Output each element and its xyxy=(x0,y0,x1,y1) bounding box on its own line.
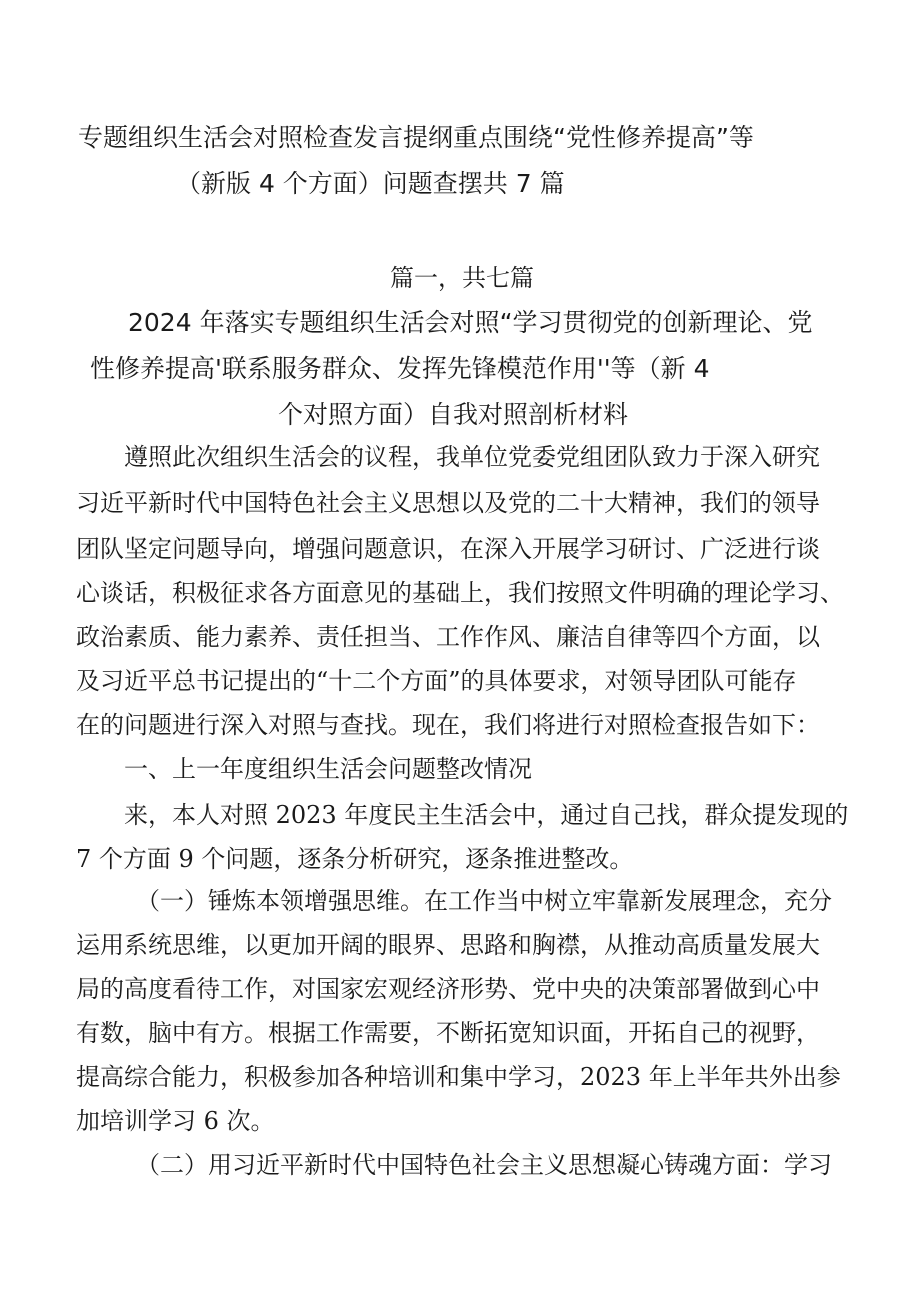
para3-line-1: （一）锤炼本领增强思维。在工作当中树立牢靠新发展理念，充分 xyxy=(136,887,832,915)
para1-line-6: 及习近平总书记提出的“十二个方面”的具体要求，对领导团队可能存 xyxy=(76,667,797,695)
para1-line-1: 遵照此次组织生活会的议程，我单位党委党组团队致力于深入研究 xyxy=(124,443,820,471)
para3-line-2: 运用系统思维，以更加开阔的眼界、思路和胸襟，从推动高质量发展大 xyxy=(76,931,820,959)
main-title-line-2: （新版 4 个方面）问题查摆共 7 篇 xyxy=(176,169,565,198)
para1-line-5: 政治素质、能力素养、责任担当、工作作风、廉洁自律等四个方面，以 xyxy=(76,623,820,651)
subtitle-line-1: 2024 年落实专题组织生活会对照“学习贯彻党的创新理论、党 xyxy=(128,308,813,337)
part-label: 篇一，共七篇 xyxy=(390,264,534,292)
subtitle-line-2: 性修养提高'联系服务群众、发挥先锋模范作用''等（新 4 xyxy=(90,354,710,383)
para3-line-6: 加培训学习 6 次。 xyxy=(76,1107,275,1135)
para1-line-4: 心谈话，积极征求各方面意见的基础上，我们按照文件明确的理论学习、 xyxy=(76,579,844,607)
para1-line-3: 团队坚定问题导向，增强问题意识，在深入开展学习研讨、广泛进行谈 xyxy=(76,535,820,563)
para1-line-2: 习近平新时代中国特色社会主义思想以及党的二十大精神，我们的领导 xyxy=(76,489,820,517)
para3-line-5: 提高综合能力，积极参加各种培训和集中学习，2023 年上半年共外出参 xyxy=(76,1063,841,1091)
subtitle-line-3: 个对照方面）自我对照剖析材料 xyxy=(278,400,629,429)
para2-line-2: 7 个方面 9 个问题，逐条分析研究，逐条推进整改。 xyxy=(76,845,634,873)
para2-line-1: 来，本人对照 2023 年度民主生活会中，通过自己找，群众提发现的 xyxy=(124,801,849,829)
para1-line-7: 在的问题进行深入对照与查找。现在，我们将进行对照检查报告如下： xyxy=(76,711,820,739)
para3-line-4: 有数，脑中有方。根据工作需要，不断拓宽知识面，开拓自己的视野， xyxy=(76,1019,820,1047)
main-title-line-1: 专题组织生活会对照检查发言提纲重点围绕“党性修养提高”等 xyxy=(78,123,754,152)
section-heading-1: 一、上一年度组织生活会问题整改情况 xyxy=(124,755,532,783)
para4-line-1: （二）用习近平新时代中国特色社会主义思想凝心铸魂方面：学习 xyxy=(136,1151,832,1179)
para3-line-3: 局的高度看待工作，对国家宏观经济形势、党中央的决策部署做到心中 xyxy=(76,975,820,1003)
